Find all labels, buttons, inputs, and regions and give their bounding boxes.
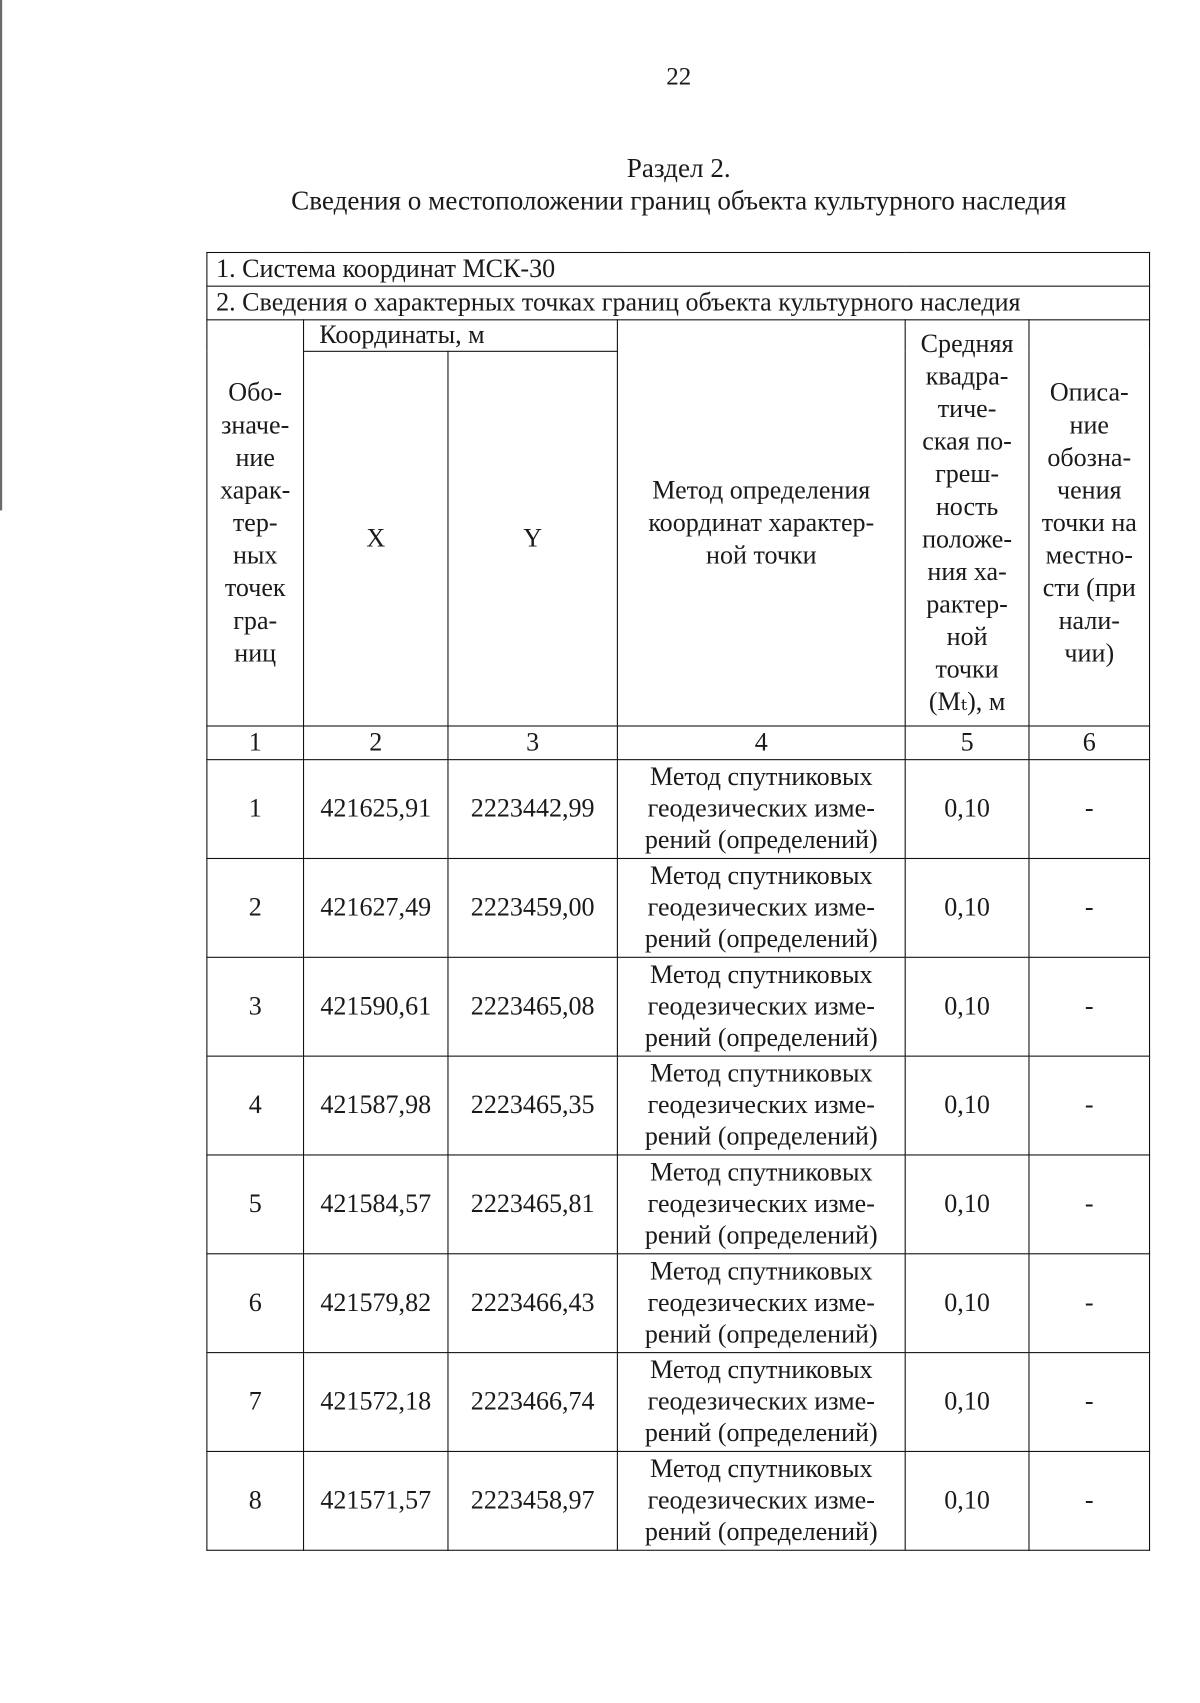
method-line-3: рений (определений) <box>644 1221 878 1250</box>
coordinate-x: 421590,61 <box>304 957 448 1056</box>
method-cell <box>617 957 905 1056</box>
method-line-3: рений (определений) <box>644 924 878 953</box>
description-value: - <box>1029 1155 1150 1254</box>
point-number: 6 <box>207 1254 304 1353</box>
header-error <box>905 320 1029 726</box>
method-line-1: Метод спутниковых <box>650 762 873 792</box>
error-value: 0,10 <box>905 1056 1029 1155</box>
error-value: 0,10 <box>905 1451 1029 1550</box>
header-description <box>1029 320 1150 726</box>
table-row <box>207 1155 1150 1254</box>
coordinate-y: 2223459,00 <box>448 858 617 957</box>
coordinate-x: 421572,18 <box>304 1353 448 1452</box>
method-line-2: геодезических изме- <box>647 1189 875 1218</box>
point-number: 1 <box>207 760 304 859</box>
method-cell <box>617 760 905 859</box>
method-line-2: геодезических изме- <box>647 992 875 1021</box>
method-line-2: геодезических изме- <box>647 1090 875 1120</box>
method-line-2: геодезических изме- <box>647 794 875 823</box>
coordinate-y: 2223466,74 <box>448 1353 617 1452</box>
method-cell <box>617 1451 905 1550</box>
header-method-text: Метод определения координат характер- ной точки <box>648 476 875 570</box>
point-number: 7 <box>207 1353 304 1452</box>
error-value: 0,10 <box>905 1155 1029 1254</box>
table-row <box>207 1254 1150 1353</box>
description-value: - <box>1029 1056 1150 1155</box>
error-value: 0,10 <box>905 1353 1029 1452</box>
table-row <box>207 1056 1150 1155</box>
coordinate-y: 2223442,99 <box>448 760 617 859</box>
coordinate-y: 2223458,97 <box>448 1451 617 1550</box>
method-line-1: Метод спутниковых <box>650 1059 873 1088</box>
point-number: 5 <box>207 1155 304 1254</box>
coordinate-y: 2223466,43 <box>448 1254 617 1353</box>
method-line-1: Метод спутниковых <box>650 960 873 989</box>
point-number: 4 <box>207 1056 304 1155</box>
error-value: 0,10 <box>905 1254 1029 1353</box>
header-coordinates: Координаты, м <box>304 320 618 351</box>
method-cell <box>617 1056 905 1155</box>
point-number: 3 <box>207 957 304 1056</box>
section-subtitle: Сведения о местоположении границ объекта культурного наследия <box>291 186 1067 217</box>
coordinate-x: 421625,91 <box>304 760 448 859</box>
description-value: - <box>1029 1254 1150 1353</box>
table-row <box>207 1353 1150 1452</box>
description-value: - <box>1029 1353 1150 1452</box>
page-number: 22 <box>666 62 692 91</box>
coordinate-y: 2223465,08 <box>448 957 617 1056</box>
header-description-text: Описа- ние обозна- чения точки на местно- сти (при нали- чии) <box>1041 378 1137 668</box>
header-designation <box>207 320 304 726</box>
column-number-6: 6 <box>1029 726 1150 760</box>
error-value: 0,10 <box>905 957 1029 1056</box>
method-line-1: Метод спутниковых <box>650 1355 873 1385</box>
section-title: Раздел 2. <box>626 154 731 184</box>
method-cell <box>617 858 905 957</box>
description-value: - <box>1029 1451 1150 1550</box>
table-row <box>207 957 1150 1056</box>
header-y: Y <box>448 351 617 726</box>
method-cell <box>617 1353 905 1452</box>
coordinate-x: 421579,82 <box>304 1254 448 1353</box>
method-line-3: рений (определений) <box>644 1122 878 1151</box>
method-line-3: рений (определений) <box>644 825 878 855</box>
coordinate-x: 421587,98 <box>304 1056 448 1155</box>
header-designation-text: Обо- значе- ние харак- тер- ных точек гра- ниц <box>220 378 291 668</box>
table-row <box>207 858 1150 957</box>
table-row <box>207 760 1150 859</box>
method-line-3: рений (определений) <box>644 1023 878 1052</box>
method-line-1: Метод спутниковых <box>650 1158 873 1187</box>
header-error-text: Средняя квадра- тиче- ская по- греш- ность положе- ния ха- рактер- ной точки (Mₜ), м <box>920 329 1014 717</box>
column-number-5: 5 <box>905 726 1029 760</box>
method-line-2: геодезических изме- <box>647 893 875 922</box>
method-line-1: Метод спутниковых <box>650 861 873 890</box>
error-value: 0,10 <box>905 760 1029 859</box>
description-value: - <box>1029 858 1150 957</box>
method-line-1: Метод спутниковых <box>650 1454 873 1483</box>
description-value: - <box>1029 760 1150 859</box>
method-line-3: рений (определений) <box>644 1320 878 1349</box>
method-line-3: рений (определений) <box>644 1517 878 1546</box>
coordinate-x: 421584,57 <box>304 1155 448 1254</box>
method-line-3: рений (определений) <box>644 1418 878 1448</box>
points-info-row: 2. Сведения о характерных точках границ объекта культурного наследия <box>207 286 1150 320</box>
point-number: 8 <box>207 1451 304 1550</box>
error-value: 0,10 <box>905 858 1029 957</box>
header-method <box>617 320 905 726</box>
column-number-1: 1 <box>207 726 304 760</box>
coordinate-x: 421571,57 <box>304 1451 448 1550</box>
point-number: 2 <box>207 858 304 957</box>
column-number-4: 4 <box>617 726 905 760</box>
method-cell <box>617 1254 905 1353</box>
method-line-2: геодезических изме- <box>647 1387 875 1416</box>
table-row <box>207 1451 1150 1550</box>
description-value: - <box>1029 957 1150 1056</box>
method-line-2: геодезических изме- <box>647 1486 875 1515</box>
header-x: X <box>304 351 448 726</box>
coordinate-y: 2223465,35 <box>448 1056 617 1155</box>
column-number-3: 3 <box>448 726 617 760</box>
coordinate-y: 2223465,81 <box>448 1155 617 1254</box>
method-line-2: геодезических изме- <box>647 1288 875 1317</box>
column-number-2: 2 <box>304 726 448 760</box>
boundary-points-table <box>206 252 1150 1551</box>
coordinate-x: 421627,49 <box>304 858 448 957</box>
coordinate-system-row: 1. Система координат МСК-30 <box>207 252 1150 286</box>
method-cell <box>617 1155 905 1254</box>
method-line-1: Метод спутниковых <box>650 1257 873 1286</box>
